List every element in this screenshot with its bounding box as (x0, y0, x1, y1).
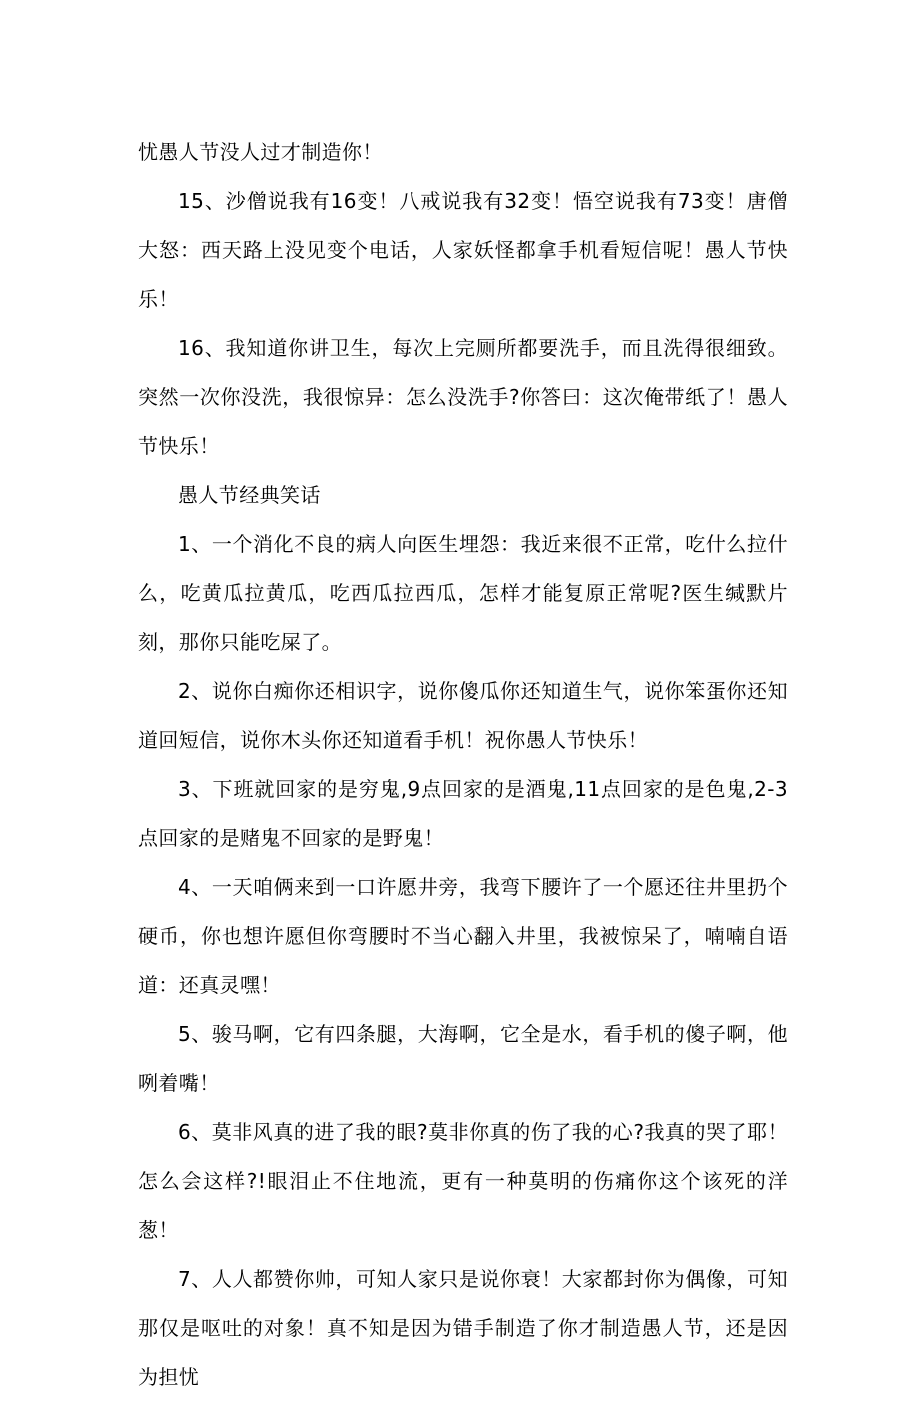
paragraph-continuation: 忧愚人节没人过才制造你！ (138, 140, 383, 164)
joke-2: 2、说你白痴你还相识字，说你傻瓜你还知道生气，说你笨蛋你还知道回短信，说你木头你还知道看手机！祝你愚人节快乐！ (138, 679, 788, 752)
document-body (138, 128, 788, 1402)
joke-3: 3、下班就回家的是穷鬼,9点回家的是酒鬼,11点回家的是色鬼,2-3点回家的是赌鬼不回家的是野鬼！ (138, 777, 788, 850)
joke-16: 16、我知道你讲卫生，每次上完厕所都要洗手，而且洗得很细致。突然一次你没洗，我很惊异：怎么没洗手?你答曰：这次俺带纸了！愚人节快乐！ (138, 336, 788, 458)
section-heading: 愚人节经典笑话 (178, 483, 321, 507)
joke-6: 6、莫非风真的进了我的眼?莫非你真的伤了我的心?我真的哭了耶！怎么会这样?!眼泪止不住地流，更有一种莫明的伤痛你这个该死的洋葱！ (138, 1120, 788, 1242)
joke-15: 15、沙僧说我有16变！八戒说我有32变！悟空说我有73变！唐僧大怒：西天路上没见变个电话，人家妖怪都拿手机看短信呢！愚人节快乐！ (138, 189, 788, 311)
joke-7: 7、人人都赞你帅，可知人家只是说你衰！大家都封你为偶像，可知那仅是呕吐的对象！真不知是因为错手制造了你才制造愚人节，还是因为担忧 (138, 1267, 788, 1389)
joke-4: 4、一天咱俩来到一口许愿井旁，我弯下腰许了一个愿还往井里扔个硬币，你也想许愿但你弯腰时不当心翻入井里，我被惊呆了，喃喃自语道：还真灵嘿！ (138, 875, 788, 997)
joke-1: 1、一个消化不良的病人向医生埋怨：我近来很不正常，吃什么拉什么，吃黄瓜拉黄瓜，吃西瓜拉西瓜，怎样才能复原正常呢?医生缄默片刻，那你只能吃屎了。 (138, 532, 788, 654)
joke-5: 5、骏马啊，它有四条腿，大海啊，它全是水，看手机的傻子啊，他咧着嘴！ (138, 1022, 788, 1095)
